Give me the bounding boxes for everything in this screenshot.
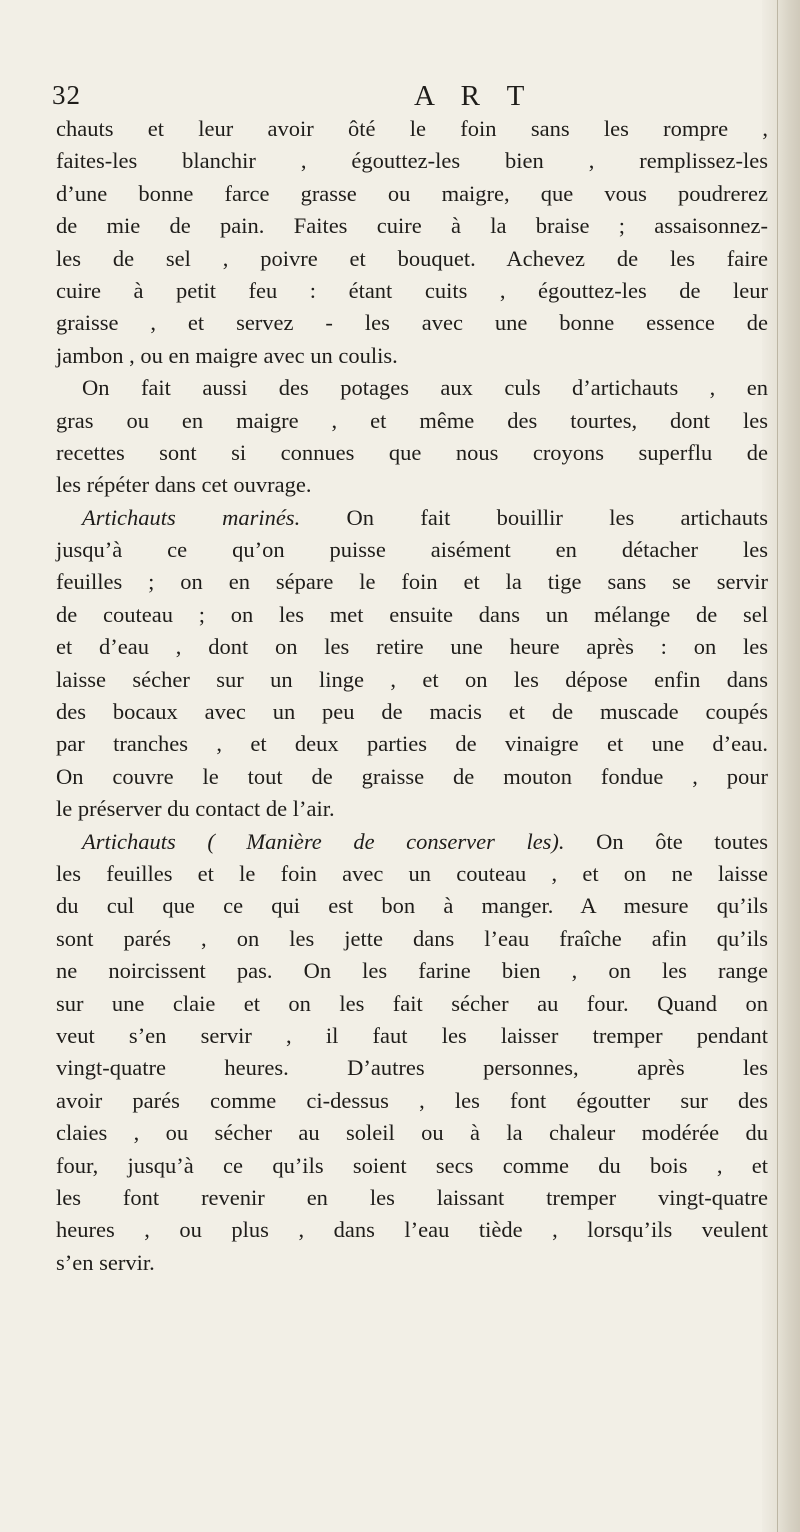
text-line: s’en servir. — [56, 1249, 155, 1275]
text-line: de couteau ; on les met ensuite dans un mélange de sel — [56, 601, 768, 627]
text-line — [56, 826, 768, 858]
text-line: veut s’en servir , il faut les laisser tremper pendant — [56, 1022, 768, 1048]
text-line: du cul que ce qui est bon à manger. A mesure qu’ils — [56, 893, 768, 919]
text-line: faites-les blanchir , égouttez-les bien , remplissez-les — [56, 148, 768, 174]
text-line: On fait aussi des potages aux culs d’artichauts , en — [82, 375, 768, 401]
text-line: d’une bonne farce grasse ou maigre, que vous poudrerez — [56, 180, 768, 206]
text-line: graisse , et servez - les avec une bonne essence de — [56, 310, 768, 336]
text-line: les de sel , poivre et bouquet. Achevez de les faire — [56, 245, 768, 271]
entry-heading-rest: On fait bouillir les artichauts — [300, 504, 769, 530]
text-line: vingt-quatre heures. D’autres personnes, après les — [56, 1055, 768, 1081]
text-line: feuilles ; on en sépare le foin et la tige sans se servir — [56, 569, 768, 595]
text-line: sur une claie et on les fait sécher au four. Quand on — [56, 990, 768, 1016]
text-line: par tranches , et deux parties de vinaigre et une d’eau. — [56, 731, 768, 757]
text-line: de mie de pain. Faites cuire à la braise ; assaisonnez- — [56, 213, 768, 239]
entry-heading-rest: On ôte toutes — [564, 828, 769, 854]
text-line: four, jusqu’à ce qu’ils soient secs comme du bois , et — [56, 1152, 768, 1178]
body-text — [56, 113, 768, 1279]
text-line: avoir parés comme ci-dessus , les font égoutter sur des — [56, 1087, 768, 1113]
text-line: laisse sécher sur un linge , et on les dépose enfin dans — [56, 666, 768, 692]
text-line: les font revenir en les laissant tremper vingt-quatre — [56, 1184, 768, 1210]
text-line: jusqu’à ce qu’on puisse aisément en détacher les — [56, 537, 768, 563]
page-edge-line — [777, 0, 778, 1532]
text-line: sont parés , on les jette dans l’eau fraîche afin qu’ils — [56, 925, 768, 951]
entry-heading: Artichauts ( — [82, 828, 247, 854]
entry-heading-subtitle: Manière de conserver les). — [246, 828, 565, 854]
text-line: On couvre le tout de graisse de mouton fondue , pour — [56, 763, 768, 789]
text-line: ne noircissent pas. On les farine bien , on les range — [56, 958, 768, 984]
running-title: A R T — [414, 80, 535, 112]
text-line: gras ou en maigre , et même des tourtes, dont les — [56, 407, 768, 433]
text-line: les répéter dans cet ouvrage. — [56, 472, 312, 498]
text-line: et d’eau , dont on les retire une heure après : on les — [56, 634, 768, 660]
text-line: claies , ou sécher au soleil ou à la chaleur modérée du — [56, 1120, 768, 1146]
text-line: des bocaux avec un peu de macis et de muscade coupés — [56, 699, 768, 725]
text-line: cuire à petit feu : étant cuits , égouttez-les de leur — [56, 277, 768, 303]
text-line: heures , ou plus , dans l’eau tiède , lorsqu’ils veulent — [56, 1217, 768, 1243]
text-line: chauts et leur avoir ôté le foin sans les rompre , — [56, 116, 768, 141]
text-line: les feuilles et le foin avec un couteau , et on ne laisse — [56, 860, 768, 886]
text-line — [56, 502, 768, 534]
text-line: le préserver du contact de l’air. — [56, 796, 335, 822]
text-line: recettes sont si connues que nous croyons superflu de — [56, 439, 768, 465]
page-number: 32 — [52, 80, 81, 110]
text-line: jambon , ou en maigre avec un coulis. — [56, 342, 398, 368]
entry-heading: Artichauts marinés. — [82, 504, 301, 530]
